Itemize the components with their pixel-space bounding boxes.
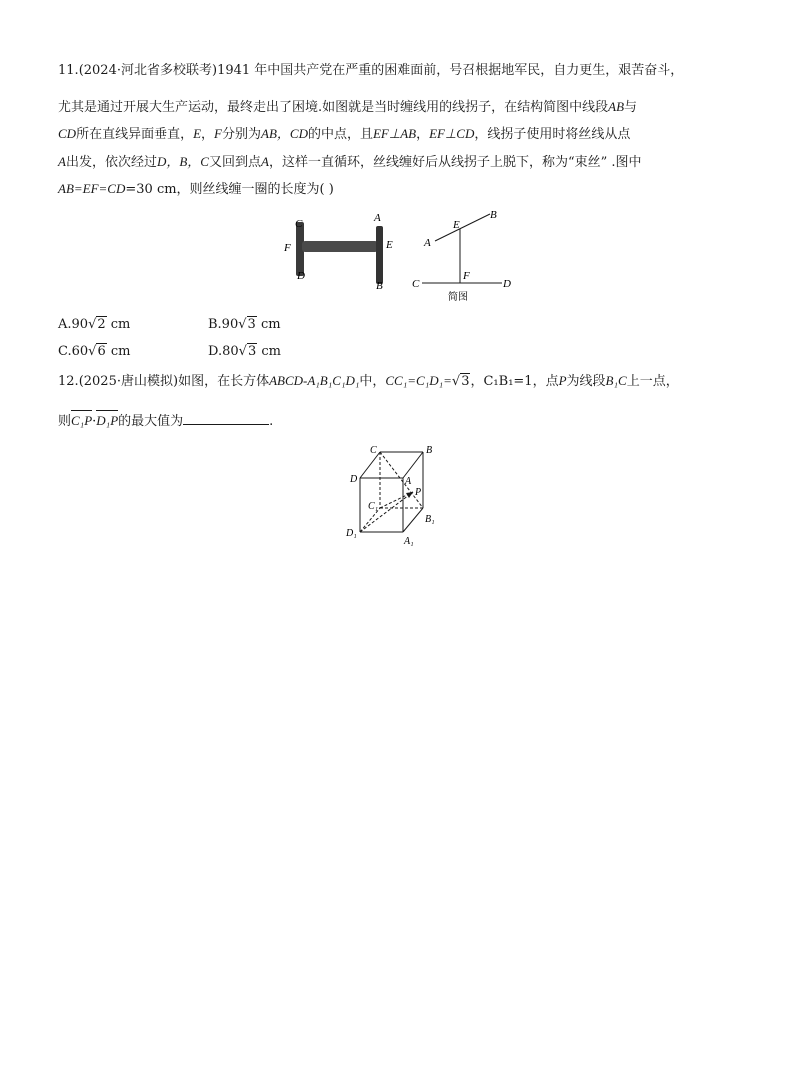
q11-line-1 xyxy=(58,62,683,80)
diag-label-b: B xyxy=(490,209,497,221)
q11-var: AB xyxy=(608,99,625,114)
option-unit: cm xyxy=(106,344,131,359)
q11-var: A xyxy=(261,154,269,169)
q11-var: D，B，C xyxy=(156,154,209,169)
photo-label-f: F xyxy=(284,242,291,254)
q11-text: 分别为 xyxy=(222,127,262,142)
radicand: 2 xyxy=(97,317,106,332)
radicand: 3 xyxy=(247,317,256,332)
cuboid-label-a: A xyxy=(405,476,412,487)
q12-var: B₁C xyxy=(605,373,627,388)
diag-caption: 简图 xyxy=(448,292,468,303)
photo-label-a: A xyxy=(374,212,381,224)
sqrt: √3 xyxy=(238,317,256,332)
q11-text: =30 cm，则丝线缠一圈的长度为( ) xyxy=(125,182,334,197)
q12-text: 中， xyxy=(359,374,386,389)
q12-line-1 xyxy=(58,372,679,391)
option-prefix: A.90 xyxy=(58,317,89,332)
q12-text: 如图，在长方体 xyxy=(178,374,270,389)
q11-text: 尤其是通过开展大生产运动，最终走出了困境.如图就是当时缠线用的线拐子，在结构简图中线段 xyxy=(58,100,609,115)
dot-operator: · xyxy=(92,414,97,429)
q12-var: P xyxy=(558,373,567,388)
cuboid-label-c1: C₁ xyxy=(368,501,379,512)
q12-text: ，C₁B₁=1，点 xyxy=(470,374,559,389)
q12-text: 则 xyxy=(58,414,72,429)
q12-cuboid xyxy=(340,440,450,548)
diag-label-f: F xyxy=(463,270,470,282)
sqrt: √3 xyxy=(451,374,470,389)
edge-ab xyxy=(403,452,423,478)
diag-label-a: A xyxy=(424,237,431,249)
q11-var: AB，CD xyxy=(261,126,308,141)
cuboid-label-d1: D₁ xyxy=(346,528,357,539)
q11-diagram xyxy=(410,206,520,306)
q11-line-2 xyxy=(58,98,637,117)
q11-text: 所在直线异面垂直， xyxy=(76,127,194,142)
photo-label-e: E xyxy=(386,239,393,251)
option-prefix: D.80 xyxy=(208,344,239,359)
answer-blank[interactable] xyxy=(183,410,269,425)
q11-var: EF⊥CD xyxy=(429,126,475,141)
photo-label-c: C xyxy=(295,218,303,230)
q11-line-5 xyxy=(58,180,334,199)
sqrt: √6 xyxy=(88,344,106,359)
cuboid-label-b: B xyxy=(426,445,433,456)
q12-text: 上一点， xyxy=(626,374,679,389)
q11-text: 出发，依次经过 xyxy=(65,155,157,170)
q11-var: CD xyxy=(58,126,77,141)
segment-ab xyxy=(435,214,490,241)
cuboid-label-d: D xyxy=(350,474,358,485)
radicand: 3 xyxy=(461,374,470,389)
sqrt: √3 xyxy=(238,344,257,359)
q11-line-3: CD所在直线异面垂直，E，F分别为AB，CD的中点，且EF⊥AB，EF⊥CD，线拐子使用时将丝线从点 xyxy=(58,126,631,142)
photo-label-b: B xyxy=(376,280,383,292)
radicand: 6 xyxy=(97,344,106,359)
q11-number: 11. xyxy=(58,63,79,78)
vector-d1p: D₁P xyxy=(96,408,118,430)
q11-line-4 xyxy=(58,153,642,172)
q12-source: (2025·唐山模拟) xyxy=(78,374,179,389)
cuboid-label-p: P xyxy=(415,487,422,498)
cuboid-label-c: C xyxy=(370,445,377,456)
q11-option-d[interactable] xyxy=(208,343,281,361)
q11-var: A xyxy=(58,154,66,169)
option-prefix: B.90 xyxy=(208,317,239,332)
edge-a1b1 xyxy=(403,508,423,532)
q11-option-b[interactable] xyxy=(208,316,281,334)
spool-right-post xyxy=(376,226,383,284)
q12-line-2 xyxy=(58,408,273,431)
q11-text: 1941 年中国共产党在严重的困难面前，号召根据地军民，自力更生，艰苦奋斗， xyxy=(217,63,684,78)
q11-text: 的中点，且 xyxy=(307,127,373,142)
q11-source: (2024·河北省多校联考) xyxy=(78,63,218,78)
q11-text: 又回到点 xyxy=(208,155,261,170)
diag-label-c: C xyxy=(412,278,420,290)
photo-label-d: D xyxy=(297,270,305,282)
option-unit: cm xyxy=(106,317,131,332)
spool-bar xyxy=(302,241,378,252)
option-unit: cm xyxy=(257,344,281,359)
option-prefix: C.60 xyxy=(58,344,89,359)
q12-text: 为线段 xyxy=(566,374,606,389)
q12-text: 的最大值为 xyxy=(118,414,184,429)
sqrt: √2 xyxy=(88,317,106,332)
q11-var: E xyxy=(193,126,202,141)
radicand: 3 xyxy=(247,344,257,359)
vector-c1p: C₁P xyxy=(71,408,92,430)
q12-number: 12. xyxy=(58,374,79,389)
q11-text: ，这样一直循环，丝线缠好后从线拐子上脱下，称为“束丝” .图中 xyxy=(268,155,642,170)
q11-var: AB=EF=CD xyxy=(58,181,126,196)
cuboid-label-a1: A₁ xyxy=(404,536,414,547)
q11-photo xyxy=(278,208,408,298)
q12-text: . xyxy=(269,414,274,429)
q11-text: ，线拐子使用时将丝线从点 xyxy=(474,127,631,142)
q11-option-a[interactable] xyxy=(58,316,130,334)
q12-var: CC₁=C₁D₁= xyxy=(385,373,452,388)
q11-var: EF⊥AB xyxy=(372,126,417,141)
option-unit: cm xyxy=(256,317,281,332)
segment-d1p xyxy=(360,492,413,532)
diag-label-e: E xyxy=(453,219,460,231)
q11-var: F xyxy=(214,126,222,141)
q11-text: 与 xyxy=(624,100,638,115)
q12-var: ABCD-A₁B₁C₁D₁ xyxy=(269,373,360,388)
q11-option-c[interactable] xyxy=(58,343,131,361)
diag-label-d: D xyxy=(503,278,511,290)
cuboid-label-b1: B₁ xyxy=(425,514,435,525)
